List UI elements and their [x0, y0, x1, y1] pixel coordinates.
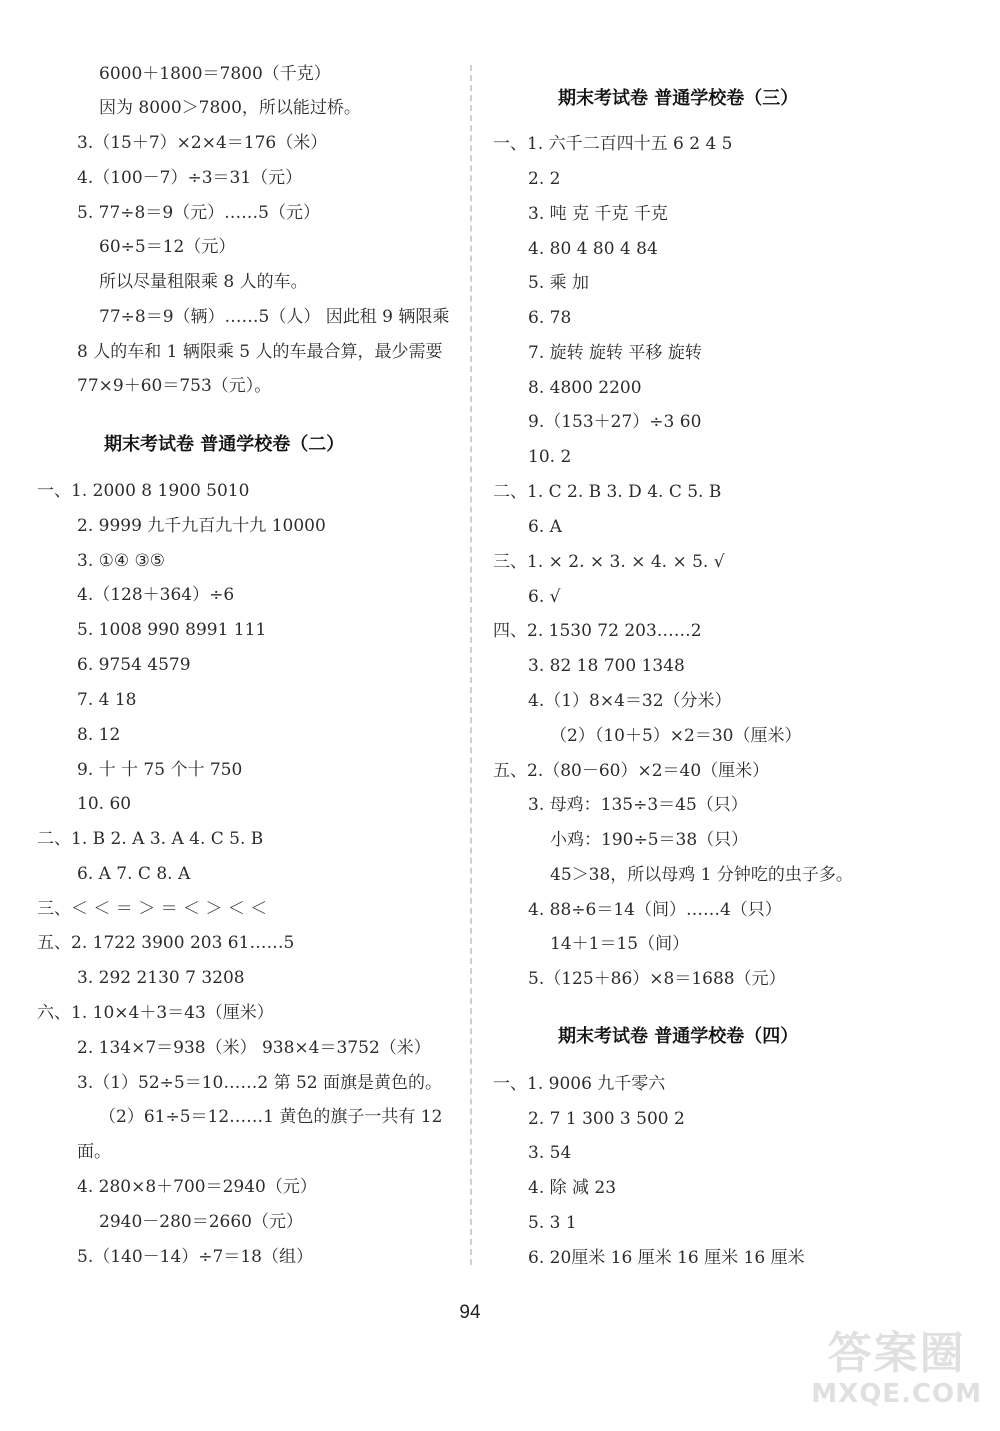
section-title-exam-3: 期末考试卷 普通学校卷（三） — [558, 88, 799, 109]
answer-line: 5. 77÷8＝9（元）……5（元） — [77, 203, 320, 223]
answer-line: 6. √ — [528, 587, 561, 607]
answer-line: 5. 3 1 — [528, 1213, 577, 1233]
answer-line: 6. A 7. C 8. A — [77, 864, 191, 884]
answer-line: 60÷5＝12（元） — [99, 237, 236, 257]
answer-line: 2. 134×7＝938（米） 938×4＝3752（米） — [77, 1038, 431, 1058]
answer-line: 3. 54 — [528, 1143, 572, 1163]
answer-line: 6. 20厘米 16 厘米 16 厘米 16 厘米 — [528, 1248, 805, 1268]
answer-line: （2）（10＋5）×2＝30（厘米） — [550, 726, 802, 746]
answer-line: 77÷8＝9（辆）……5（人） 因此租 9 辆限乘 — [99, 307, 450, 327]
answer-line: 一、1. 六千二百四十五 6 2 4 5 — [493, 134, 733, 154]
answer-line: 面。 — [77, 1142, 111, 1162]
answer-line: 8. 4800 2200 — [528, 378, 642, 398]
answer-line: 二、1. C 2. B 3. D 4. C 5. B — [493, 482, 722, 502]
answer-line: 5.（125＋86）×8＝1688（元） — [528, 969, 786, 989]
answer-line: 2. 7 1 300 3 500 2 — [528, 1109, 685, 1129]
answer-line: （2）61÷5＝12……1 黄色的旗子一共有 12 — [99, 1107, 443, 1127]
answer-line: 3. 82 18 700 1348 — [528, 656, 685, 676]
answer-line: 3. ①④ ③⑤ — [77, 551, 165, 571]
answer-line: 7. 旋转 旋转 平移 旋转 — [528, 343, 702, 363]
answer-line: 3. 母鸡：135÷3＝45（只） — [528, 795, 748, 815]
answer-line: 一、1. 2000 8 1900 5010 — [37, 481, 250, 501]
answer-line: 6. 9754 4579 — [77, 655, 191, 675]
page-number: 94 — [459, 1302, 481, 1323]
answer-line: 3. 292 2130 7 3208 — [77, 968, 245, 988]
answer-line: 小鸡：190÷5＝38（只） — [550, 830, 749, 850]
answer-line: 2. 2 — [528, 169, 561, 189]
answer-line: 9. 十 十 75 个十 750 — [77, 760, 243, 780]
answer-line: 所以尽量租限乘 8 人的车。 — [99, 272, 308, 292]
answer-line: 四、2. 1530 72 203……2 — [493, 621, 702, 641]
watermark-logo — [811, 1329, 982, 1409]
answer-line: 8. 12 — [77, 725, 121, 745]
answer-line: 4. 280×8＋700＝2940（元） — [77, 1177, 317, 1197]
answer-line: 5. 乘 加 — [528, 273, 590, 293]
answer-line: 4. 80 4 80 4 84 — [528, 239, 658, 259]
answer-line: 2. 9999 九千九百九十九 10000 — [77, 516, 326, 536]
watermark-url: MXQE.COM — [811, 1379, 982, 1409]
answer-line: 6. 78 — [528, 308, 572, 328]
answer-line: 45＞38，所以母鸡 1 分钟吃的虫子多。 — [550, 865, 853, 885]
answer-line: 因为 8000＞7800，所以能过桥。 — [99, 98, 361, 118]
answer-line: 5.（140－14）÷7＝18（组） — [77, 1247, 313, 1267]
column-divider — [470, 65, 472, 1265]
answer-line: 9.（153＋27）÷3 60 — [528, 412, 702, 432]
answer-line: 4. 88÷6＝14（间）……4（只） — [528, 900, 782, 920]
answer-line: 6. A — [528, 517, 562, 537]
answer-line: 三、＜ ＜ ＝ ＞ ＝ ＜ ＞ ＜ ＜ — [37, 899, 268, 919]
watermark-text: 答案圈 — [827, 1328, 966, 1379]
answer-line: 4.（128＋364）÷6 — [77, 585, 235, 605]
answer-line: 六、1. 10×4＋3＝43（厘米） — [37, 1003, 274, 1023]
answer-line: 4.（1）8×4＝32（分米） — [528, 691, 732, 711]
answer-line: 2940－280＝2660（元） — [99, 1212, 303, 1232]
answer-line: 4. 除 减 23 — [528, 1178, 617, 1198]
answer-line: 8 人的车和 1 辆限乘 5 人的车最合算，最少需要 — [77, 342, 443, 362]
answer-line: 10. 60 — [77, 794, 132, 814]
answer-line: 三、1. × 2. × 3. × 4. × 5. √ — [493, 552, 725, 572]
section-title-exam-4: 期末考试卷 普通学校卷（四） — [558, 1026, 799, 1047]
answer-line: 一、1. 9006 九千零六 — [493, 1074, 666, 1094]
section-title-exam-2: 期末考试卷 普通学校卷（二） — [104, 434, 345, 455]
answer-line: 3.（15＋7）×2×4＝176（米） — [77, 133, 328, 153]
answer-line: 五、2.（80－60）×2＝40（厘米） — [493, 761, 770, 781]
answer-line: 77×9＋60＝753（元）。 — [77, 376, 272, 396]
answer-line: 7. 4 18 — [77, 690, 137, 710]
answer-line: 14＋1＝15（间） — [550, 934, 690, 954]
answer-line: 4.（100－7）÷3＝31（元） — [77, 168, 303, 188]
answer-line: 五、2. 1722 3900 203 61……5 — [37, 933, 295, 953]
answer-line: 二、1. B 2. A 3. A 4. C 5. B — [37, 829, 264, 849]
answer-line: 6000＋1800＝7800（千克） — [99, 64, 331, 84]
answer-line: 3. 吨 克 千克 千克 — [528, 204, 668, 224]
answer-line: 5. 1008 990 8991 111 — [77, 620, 267, 640]
answer-line: 3.（1）52÷5＝10……2 第 52 面旗是黄色的。 — [77, 1073, 443, 1093]
answer-line: 10. 2 — [528, 447, 572, 467]
